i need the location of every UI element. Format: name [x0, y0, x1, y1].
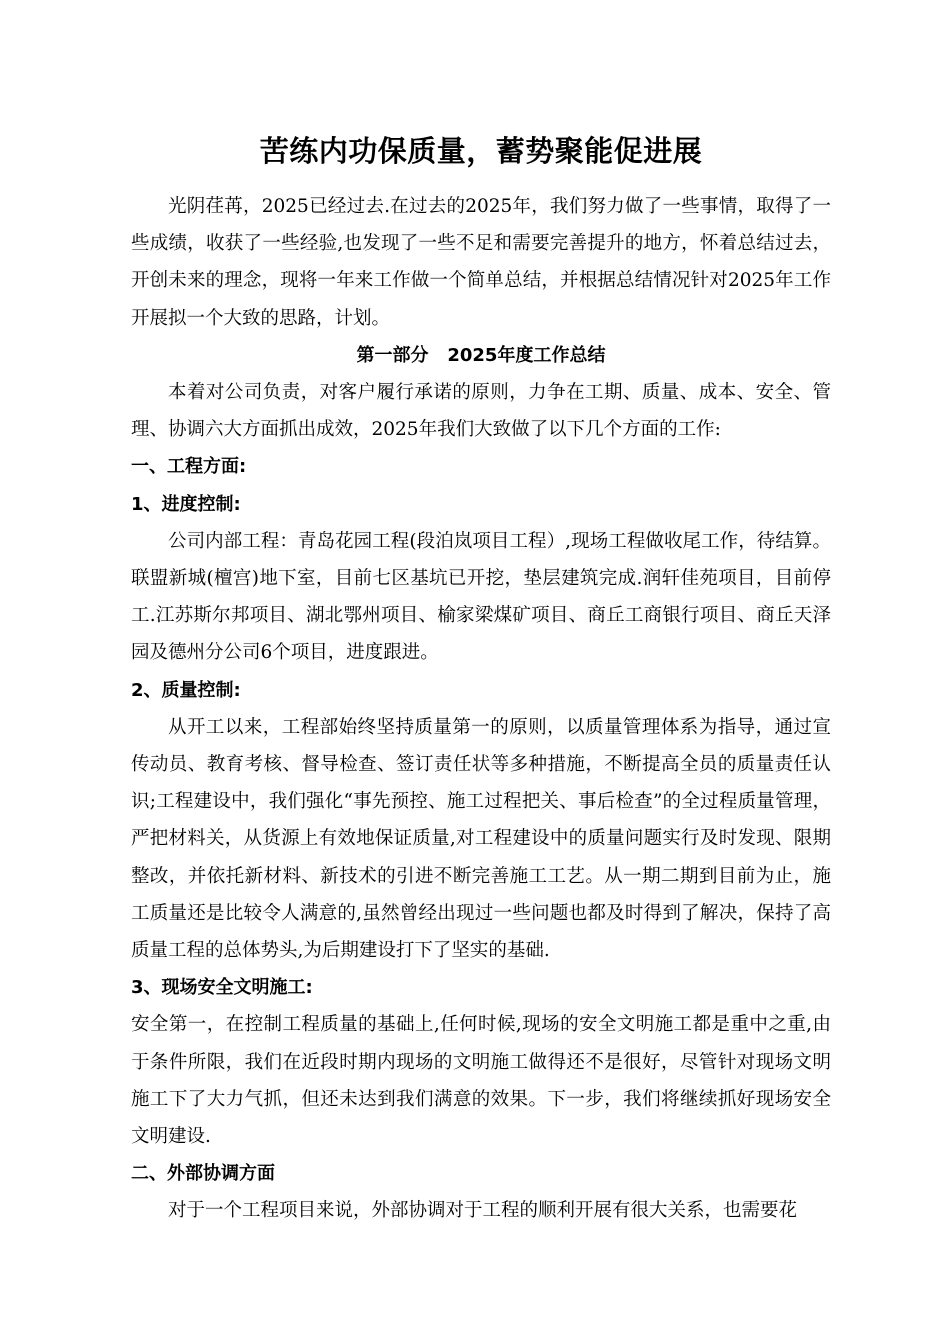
safety-construction-heading: 3、现场安全文明施工:: [131, 977, 313, 999]
progress-control-paragraph: 公司内部工程：青岛花园工程(段泊岚项目工程）,现场工程做收尾工作，待结算。联盟新城(檀宫)地下室，目前七区基坑已开挖，垫层建筑完成.润轩佳苑项目，目前停工.江苏斯尔邦项目、湖北鄂州项目、榆家梁煤矿项目、商丘工商银行项目、商丘天泽园及德州分公司6个项目，进度跟进。: [131, 530, 831, 664]
document-body: [131, 128, 831, 1230]
intro-paragraph: 光阴荏苒，2025已经过去.在过去的2025年，我们努力做了一些事情，取得了一些成绩，收获了一些经验,也发现了一些不足和需要完善提升的地方，怀着总结过去，开创未来的理念，现将一年来工作做一个简单总结，并根据总结情况针对2025年工作开展拟一个大致的思路，计划。: [131, 196, 831, 329]
document-title: 苦练内功保质量，蓄势聚能促进展: [259, 134, 703, 168]
safety-construction-paragraph: 安全第一，在控制工程质量的基础上,任何时候,现场的安全文明施工都是重中之重,由于条件所限，我们在近段时期内现场的文明施工做得还不是很好，尽管针对现场文明施工下了大力气抓，但还未达到我们满意的效果。下一步，我们将继续抓好现场安全文明建设.: [131, 1014, 831, 1148]
part1-intro-paragraph: 本着对公司负责，对客户履行承诺的原则，力争在工期、质量、成本、安全、管理、协调六大方面抓出成效，2025年我们大致做了以下几个方面的工作:: [131, 382, 831, 441]
external-coordination-paragraph: 对于一个工程项目来说，外部协调对于工程的顺利开展有很大关系，也需要花: [168, 1200, 798, 1222]
progress-control-heading: 1、进度控制:: [131, 493, 241, 515]
section2-heading: 二、外部协调方面: [131, 1163, 275, 1185]
section1-heading: 一、工程方面:: [131, 456, 247, 478]
quality-control-paragraph: 从开工以来，工程部始终坚持质量第一的原则，以质量管理体系为指导，通过宣传动员、教育考核、督导检查、签订责任状等多种措施，不断提高全员的质量责任认识;工程建设中，我们强化“事先预控、施工过程把关、事后检查”的全过程质量管理，严把材料关，从货源上有效地保证质量,对工程建设中的质量问题实行及时发现、限期整改，并依托新材料、新技术的引进不断完善施工工艺。从一期二期到目前为止，施工质量还是比较令人满意的,虽然曾经出现过一些问题也都及时得到了解决，保持了高质量工程的总体势头,为后期建设打下了坚实的基础.: [131, 716, 831, 962]
quality-control-heading: 2、质量控制:: [131, 679, 241, 701]
part1-heading: 第一部分 2025年度工作总结: [356, 344, 606, 366]
